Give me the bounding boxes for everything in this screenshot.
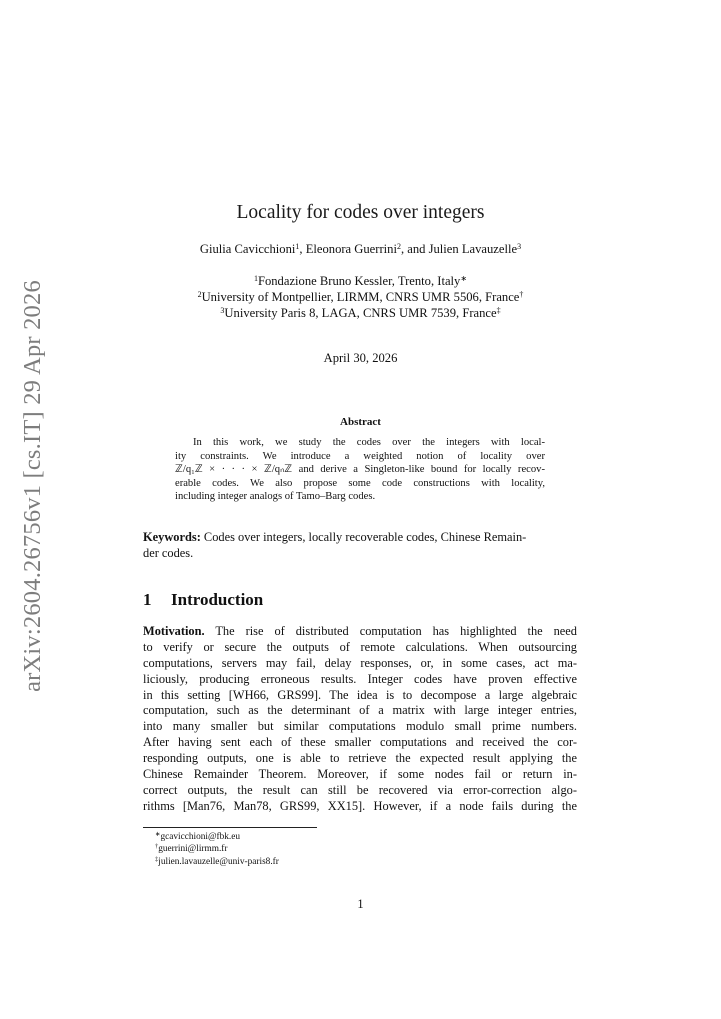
paragraph-line: computations, servers may fail, delay responses, or, in some cases, act ma-: [143, 655, 577, 670]
footnote-email[interactable]: guerrini@lirmm.fr: [158, 844, 228, 855]
affiliation-line: [0, 306, 721, 321]
abstract-body: [175, 436, 545, 504]
keywords-label: Keywords:: [143, 530, 201, 544]
abstract-line: erable codes. We also propose some code constructions with locality,: [175, 477, 545, 489]
paragraph-line: [143, 624, 577, 640]
author-affiliation-mark: 1: [295, 242, 300, 251]
paragraph-label: Motivation.: [143, 624, 205, 638]
paragraph-line: After having sent each of these smaller computations and received the cor-: [143, 735, 577, 750]
abstract-line: ity constraints. We introduce a weighted notion of locality over: [175, 450, 545, 462]
paragraph-line: responding outputs, one is able to retrieve the expected result applying the: [143, 751, 577, 766]
footnote-email[interactable]: gcavicchioni@fbk.eu: [160, 832, 241, 842]
keywords-text: Codes over integers, locally recoverable codes, Chinese Remain-: [200, 530, 527, 544]
paragraph-line: rithms [Man76, Man78, GRS99, XX15]. However, if a node fails during the: [143, 798, 577, 813]
affiliation-line: [0, 274, 721, 289]
author-list: [0, 242, 721, 257]
paragraph-line: in this setting [WH66, GRS99]. The idea is to decompose a large algebraic: [143, 687, 577, 702]
footnote-mark[interactable]: ‡: [496, 306, 501, 315]
section-number: 1: [143, 590, 152, 609]
abstract-line: In this work, we study the codes over the integers with local-: [193, 437, 545, 448]
footnote-divider: [143, 827, 317, 828]
author-separator: ,: [299, 242, 306, 256]
paragraph-line: into many smaller but similar computations modulo small prime numbers.: [143, 719, 577, 734]
affiliation-text: University of Montpellier, LIRMM, CNRS UMR 5506, France: [201, 290, 520, 304]
footnote-mark: †: [155, 843, 159, 851]
author-name: Julien Lavauzelle: [428, 242, 518, 256]
page-number: 1: [357, 897, 364, 911]
paragraph-line: liciously, producing erroneous results. Integer codes have proven effective: [143, 671, 577, 686]
paragraph-line: correct outputs, the result can still be recovered via error-correction algo-: [143, 782, 577, 797]
abstract-line: including integer analogs of Tamo–Barg codes.: [175, 491, 376, 503]
footnote-email[interactable]: julien.lavauzelle@univ-paris8.fr: [158, 856, 279, 867]
footnote-mark: ‡: [155, 855, 159, 863]
keywords-text-continued: der codes.: [143, 546, 194, 560]
paragraph-line-text: The rise of distributed computation has highlighted the need: [204, 624, 577, 638]
section-title: Introduction: [171, 590, 264, 609]
footnote-item: [155, 843, 279, 855]
affiliation-line: [0, 290, 721, 305]
paragraph-line: Chinese Remainder Theorem. Moreover, if some nodes fail or return in-: [143, 767, 577, 782]
affiliation-number: 1: [253, 274, 258, 283]
affiliation-number: 2: [197, 290, 202, 299]
introduction-paragraph: [143, 624, 577, 815]
author-affiliation-mark: 2: [396, 242, 401, 251]
author-name: Eleonora Guerrini: [305, 242, 397, 256]
abstract-heading: Abstract: [340, 416, 381, 428]
affiliation-number: 3: [220, 306, 225, 315]
author-name: Giulia Cavicchioni: [199, 242, 296, 256]
footnote-mark[interactable]: †: [519, 290, 524, 299]
affiliation-text: University Paris 8, LAGA, CNRS UMR 7539, France: [224, 306, 497, 320]
paragraph-line: computation, such as the determinant of a matrix with large integer entries,: [143, 703, 577, 718]
footnotes: [155, 831, 279, 868]
footnote-item: [155, 831, 279, 843]
footnote-item: [155, 856, 279, 868]
abstract-line: ℤ/q₁ℤ × · · · × ℤ/qₙℤ and derive a Singleton-like bound for locally recov-: [175, 464, 545, 476]
footnote-mark: ∗: [155, 831, 161, 838]
arxiv-identifier-stamp[interactable]: arXiv:2604.26756v1 [cs.IT] 29 Apr 2026: [19, 280, 46, 692]
author-affiliation-mark: 3: [517, 242, 522, 251]
paper-title: Locality for codes over integers: [236, 202, 485, 223]
author-separator: , and: [400, 242, 429, 256]
keywords-block: [143, 529, 577, 561]
paragraph-line: to verify or secure the outputs of remote calculations. When outsourcing: [143, 639, 577, 654]
affiliation-text: Fondazione Bruno Kessler, Trento, Italy: [257, 274, 461, 288]
footnote-mark[interactable]: ∗: [460, 274, 468, 283]
section-heading: [143, 590, 263, 610]
publication-date: April 30, 2026: [323, 351, 398, 365]
